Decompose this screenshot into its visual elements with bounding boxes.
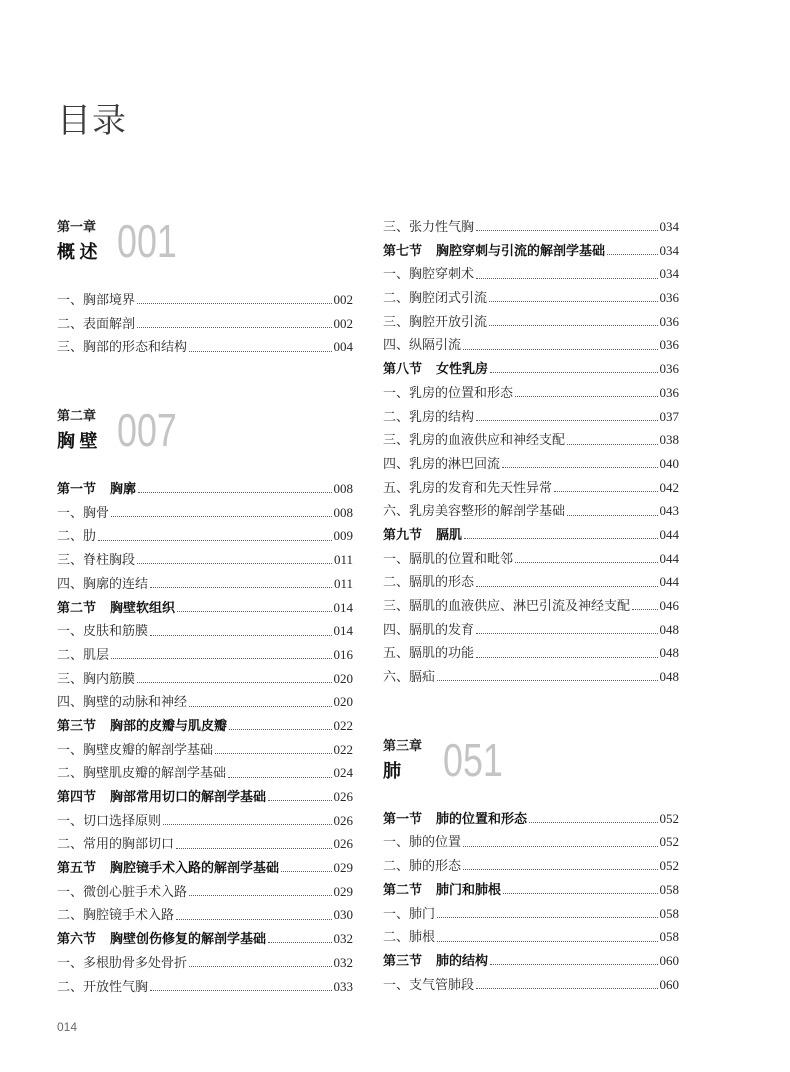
entry-page: 009	[333, 528, 353, 544]
chapter-title: 肺	[383, 760, 401, 781]
toc-entry	[57, 880, 353, 904]
dot-leader	[567, 444, 657, 445]
section-title: 女性乳房	[436, 361, 489, 377]
section-label: 第一节	[383, 810, 423, 826]
dot-leader	[476, 230, 657, 231]
entry-page: 036	[659, 384, 679, 400]
dot-leader	[476, 657, 657, 658]
toc-entry	[383, 405, 679, 429]
entry-text: 二、肋	[57, 528, 97, 544]
entry-page: 026	[333, 812, 353, 828]
dot-leader	[437, 680, 657, 681]
entry-text: 二、胸腔闭式引流	[383, 290, 488, 306]
dot-leader	[150, 635, 331, 636]
section-title: 膈肌	[436, 526, 463, 542]
entry-page: 046	[659, 598, 679, 613]
chapter-number: 001	[117, 215, 177, 267]
dot-leader	[215, 753, 331, 754]
entry-page: 044	[659, 526, 679, 542]
toc-entry	[57, 667, 353, 691]
entry-text: 二、常用的胸部切口	[57, 836, 175, 852]
toc-section-entry	[383, 523, 679, 547]
entry-page: 052	[659, 858, 679, 874]
dot-leader	[137, 682, 331, 683]
dot-leader	[150, 990, 331, 991]
entry-page: 034	[659, 242, 679, 258]
toc-section-entry	[57, 477, 353, 501]
dot-leader	[463, 869, 657, 870]
entry-text: 六、膈疝	[383, 669, 436, 685]
entry-page: 002	[333, 315, 353, 331]
entry-page: 042	[659, 479, 679, 495]
entry-page: 016	[333, 646, 353, 662]
section-title: 胸部的皮瓣与肌皮瓣	[110, 717, 228, 733]
section-title: 胸部常用切口的解剖学基础	[110, 789, 267, 804]
section-title: 胸廓	[110, 481, 137, 497]
dot-leader	[229, 729, 331, 730]
dot-leader	[489, 301, 657, 302]
entry-page: 022	[333, 717, 353, 733]
toc-entry	[383, 641, 679, 665]
entry-text: 四、乳房的淋巴回流	[383, 455, 501, 471]
entry-page: 033	[333, 978, 353, 994]
entry-page: 008	[333, 481, 353, 497]
dot-leader	[502, 467, 657, 468]
dot-leader	[437, 917, 657, 918]
entry-text: 一、微创心脏手术入路	[57, 883, 188, 899]
toc-entry	[383, 547, 679, 571]
entry-page: 030	[333, 907, 353, 923]
dot-leader	[268, 800, 331, 801]
entry-page: 058	[659, 929, 679, 945]
dot-leader	[138, 492, 331, 493]
toc-entry	[383, 262, 679, 286]
entry-page: 034	[659, 266, 679, 282]
dot-leader	[137, 563, 332, 564]
section-title: 胸腔镜手术入路的解剖学基础	[110, 860, 280, 876]
dot-leader	[476, 988, 657, 989]
entry-text: 四、膈肌的发育	[383, 621, 475, 637]
entry-page: 032	[333, 954, 353, 970]
entry-page: 058	[659, 881, 679, 897]
entry-text: 三、脊柱胸段	[57, 552, 136, 568]
toc-section-entry	[57, 714, 353, 738]
entry-page: 002	[333, 292, 353, 307]
dot-leader	[176, 848, 331, 849]
dot-leader	[228, 777, 331, 778]
dot-leader	[515, 562, 657, 563]
dot-leader	[554, 491, 657, 492]
entry-page: 011	[333, 552, 353, 568]
chapter-label: 第三章	[383, 737, 423, 753]
entry-page: 060	[659, 952, 679, 968]
section-label: 第三节	[57, 717, 97, 733]
dot-leader	[515, 396, 657, 397]
entry-text: 四、胸壁的动脉和神经	[57, 694, 188, 710]
toc-entry	[383, 902, 679, 926]
entry-page: 044	[659, 574, 679, 590]
dot-leader	[137, 303, 331, 304]
entry-page: 004	[333, 339, 353, 355]
toc-section-entry	[57, 785, 353, 809]
dot-leader	[503, 893, 657, 894]
toc-entry	[383, 594, 679, 618]
entry-page: 014	[333, 623, 353, 639]
toc-entry	[383, 428, 679, 452]
toc-entry	[57, 832, 353, 856]
entry-page: 011	[333, 575, 353, 591]
toc-entry	[383, 215, 679, 239]
entry-text: 一、切口选择原则	[57, 812, 162, 828]
entry-page: 036	[659, 290, 679, 306]
entry-text: 五、乳房的发育和先天性异常	[383, 479, 553, 495]
entry-page: 014	[333, 599, 353, 615]
chapter-heading	[57, 406, 353, 477]
dot-leader	[476, 633, 657, 634]
entry-page: 038	[659, 432, 679, 448]
entry-text: 二、胸壁肌皮瓣的解剖学基础	[57, 765, 227, 781]
entry-page: 048	[659, 645, 679, 661]
toc-entry	[57, 738, 353, 762]
toc-section-entry	[383, 357, 679, 381]
dot-leader	[476, 586, 657, 587]
section-title: 肺门和肺根	[436, 881, 502, 897]
dot-leader	[189, 966, 331, 967]
toc-entry	[57, 619, 353, 643]
entry-text: 二、肌层	[57, 646, 110, 662]
entry-page: 026	[333, 789, 353, 804]
entry-page: 052	[659, 834, 679, 850]
dot-leader	[189, 706, 331, 707]
toc-entry	[57, 643, 353, 667]
chapter-label: 第二章	[57, 408, 97, 424]
chapter-number: 007	[117, 404, 177, 457]
entry-text: 一、胸部境界	[57, 292, 136, 307]
page-number: 014	[57, 1020, 78, 1034]
section-label: 第四节	[57, 789, 97, 804]
toc-entry	[57, 501, 353, 525]
section-label: 第七节	[383, 242, 423, 258]
dot-leader	[463, 846, 657, 847]
entry-text: 一、皮肤和筋膜	[57, 623, 149, 639]
entry-page: 029	[333, 860, 353, 876]
toc-entry	[57, 335, 353, 359]
entry-text: 六、乳房美容整形的解剖学基础	[383, 503, 566, 519]
section-label: 第九节	[383, 526, 423, 542]
dot-leader	[529, 822, 657, 823]
entry-text: 二、肺根	[383, 929, 436, 945]
toc-entry	[383, 570, 679, 594]
toc-section-entry	[383, 807, 679, 831]
toc-entry	[57, 951, 353, 975]
chapter-title: 胸 壁	[57, 431, 98, 452]
dot-leader	[463, 349, 657, 350]
entry-page: 037	[659, 408, 679, 424]
toc-section-entry	[57, 856, 353, 880]
toc-entry	[383, 854, 679, 878]
toc-entry	[57, 572, 353, 596]
entry-text: 三、胸部的形态和结构	[57, 339, 188, 355]
entry-page: 040	[659, 455, 679, 471]
dot-leader	[177, 611, 331, 612]
dot-leader	[150, 587, 332, 588]
entry-page: 034	[659, 219, 679, 234]
section-label: 第二节	[383, 881, 423, 897]
entry-text: 二、肺的形态	[383, 858, 462, 874]
toc-entry	[383, 381, 679, 405]
entry-page: 020	[333, 670, 353, 686]
toc-entry	[57, 903, 353, 927]
toc-column-left	[57, 217, 353, 998]
toc-entry	[383, 925, 679, 949]
entry-page: 022	[333, 741, 353, 757]
entry-text: 二、胸腔镜手术入路	[57, 907, 175, 923]
dot-leader	[607, 254, 657, 255]
section-label: 第二节	[57, 599, 97, 615]
dot-leader	[490, 964, 657, 965]
dot-leader	[111, 658, 331, 659]
entry-page: 032	[333, 931, 353, 947]
section-title: 肺的结构	[436, 952, 489, 968]
toc-section-entry	[57, 927, 353, 951]
entry-text: 一、胸腔穿刺术	[383, 266, 475, 282]
entry-page: 036	[659, 313, 679, 329]
toc-entry	[383, 665, 679, 689]
entry-text: 五、膈肌的功能	[383, 645, 475, 661]
toc-column-right	[383, 215, 679, 996]
entry-text: 二、表面解剖	[57, 315, 136, 331]
dot-leader	[437, 941, 657, 942]
section-label: 第六节	[57, 931, 97, 947]
entry-page: 020	[333, 694, 353, 710]
toc-entry	[57, 975, 353, 999]
section-label: 第五节	[57, 860, 97, 876]
toc-entry	[383, 830, 679, 854]
entry-text: 三、胸内筋膜	[57, 670, 136, 686]
section-label: 第八节	[383, 361, 423, 377]
dot-leader	[98, 540, 331, 541]
dot-leader	[176, 919, 331, 920]
toc-entry	[57, 548, 353, 572]
entry-page: 036	[659, 361, 679, 377]
dot-leader	[268, 942, 331, 943]
entry-text: 三、膈肌的血液供应、淋巴引流及神经支配	[383, 598, 631, 613]
entry-text: 三、胸腔开放引流	[383, 313, 488, 329]
chapter-label: 第一章	[57, 219, 97, 234]
section-title: 胸壁软组织	[110, 599, 176, 615]
section-label: 第三节	[383, 952, 423, 968]
dot-leader	[464, 538, 657, 539]
section-label: 第一节	[57, 481, 97, 497]
entry-text: 一、膈肌的位置和毗邻	[383, 550, 514, 566]
entry-page: 060	[659, 976, 679, 992]
entry-page: 044	[659, 550, 679, 566]
toc-entry	[383, 618, 679, 642]
entry-text: 一、肺的位置	[383, 834, 462, 850]
chapter-heading	[57, 217, 353, 288]
dot-leader	[490, 372, 657, 373]
entry-page: 048	[659, 669, 679, 685]
chapter-number: 051	[443, 733, 503, 786]
chapter-heading	[383, 733, 679, 807]
entry-text: 一、胸壁皮瓣的解剖学基础	[57, 741, 214, 757]
entry-text: 一、胸骨	[57, 504, 110, 520]
entry-text: 一、支气管肺段	[383, 976, 475, 992]
entry-text: 一、肺门	[383, 905, 436, 921]
dot-leader	[489, 325, 657, 326]
dot-leader	[567, 515, 657, 516]
toc-title: 目录	[57, 101, 127, 141]
toc-entry	[383, 286, 679, 310]
entry-text: 三、张力性气胸	[383, 219, 475, 234]
entry-text: 三、乳房的血液供应和神经支配	[383, 432, 566, 448]
dot-leader	[476, 278, 657, 279]
dot-leader	[632, 609, 657, 610]
entry-page: 048	[659, 621, 679, 637]
dot-leader	[111, 516, 331, 517]
entry-page: 036	[659, 337, 679, 353]
toc-entry	[57, 312, 353, 336]
entry-text: 一、多根肋骨多处骨折	[57, 954, 188, 970]
dot-leader	[476, 420, 657, 421]
toc-section-entry	[383, 239, 679, 263]
entry-text: 二、膈肌的形态	[383, 574, 475, 590]
toc-section-entry	[383, 949, 679, 973]
entry-page: 029	[333, 883, 353, 899]
dot-leader	[163, 824, 331, 825]
toc-entry	[57, 809, 353, 833]
section-title: 肺的位置和形态	[436, 810, 528, 826]
entry-page: 026	[333, 836, 353, 852]
entry-text: 四、纵隔引流	[383, 337, 462, 353]
toc-entry	[383, 499, 679, 523]
toc-section-entry	[57, 596, 353, 620]
section-title: 胸壁创伤修复的解剖学基础	[110, 931, 267, 947]
entry-page: 008	[333, 504, 353, 520]
dot-leader	[281, 871, 331, 872]
entry-text: 四、胸廓的连结	[57, 575, 149, 591]
entry-page: 024	[333, 765, 353, 781]
toc-entry	[57, 690, 353, 714]
dot-leader	[189, 895, 331, 896]
dot-leader	[137, 327, 331, 328]
toc-entry	[383, 310, 679, 334]
entry-page: 058	[659, 905, 679, 921]
toc-entry	[383, 973, 679, 997]
entry-text: 一、乳房的位置和形态	[383, 384, 514, 400]
entry-page: 043	[659, 503, 679, 519]
toc-entry	[57, 761, 353, 785]
toc-entry	[57, 288, 353, 312]
toc-entry	[383, 476, 679, 500]
dot-leader	[189, 351, 331, 352]
section-title: 胸腔穿刺与引流的解剖学基础	[436, 242, 606, 258]
entry-page: 052	[659, 810, 679, 826]
toc-section-entry	[383, 878, 679, 902]
entry-text: 二、开放性气胸	[57, 978, 149, 994]
chapter-title: 概 述	[57, 242, 98, 262]
toc-entry	[383, 333, 679, 357]
entry-text: 二、乳房的结构	[383, 408, 475, 424]
toc-entry	[383, 452, 679, 476]
toc-entry	[57, 524, 353, 548]
